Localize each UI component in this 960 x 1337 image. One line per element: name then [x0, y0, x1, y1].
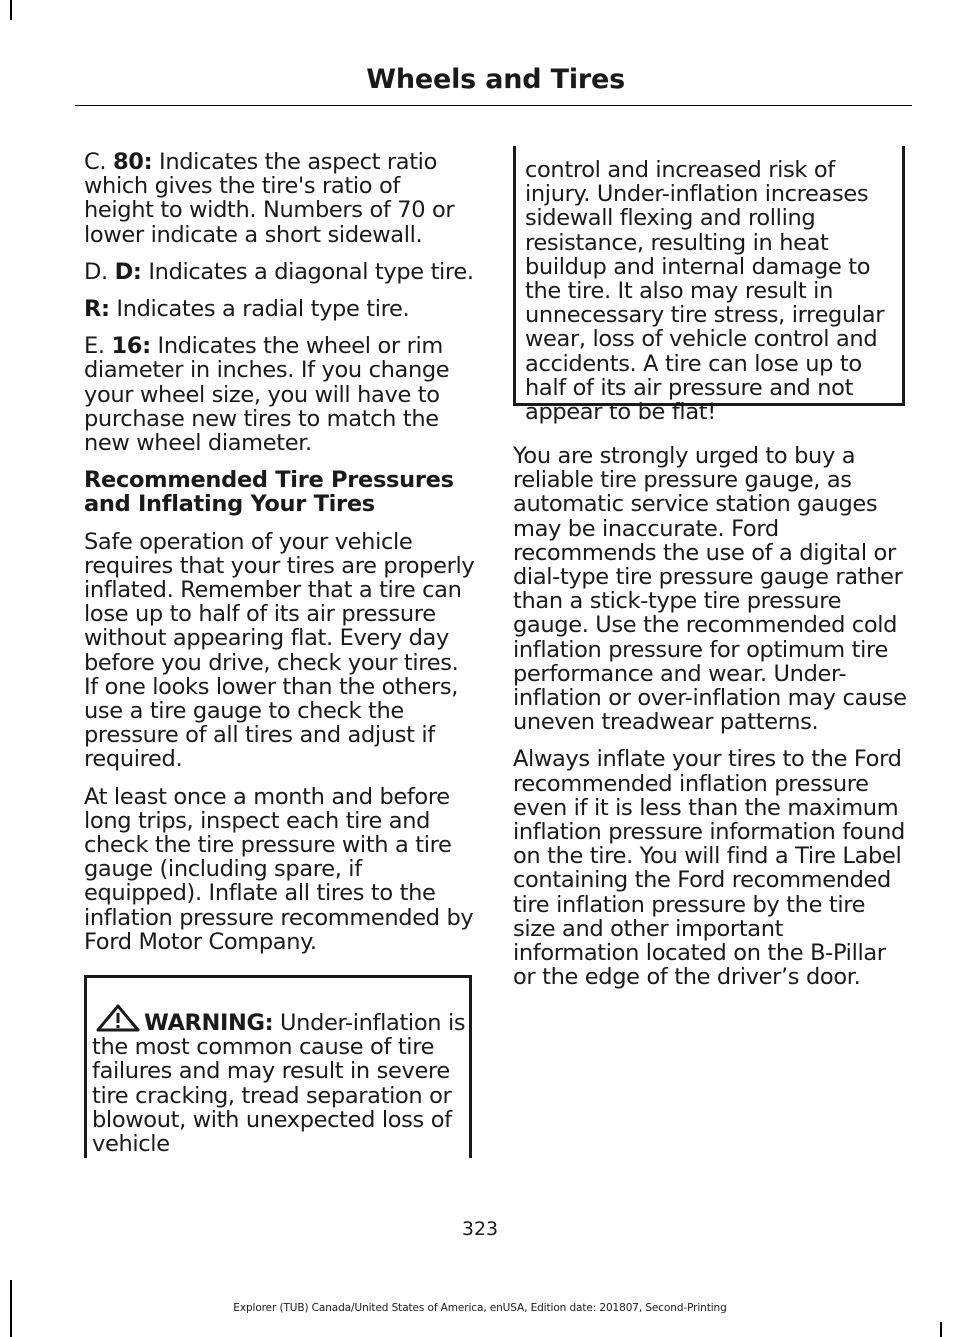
definition-r-key: R: [84, 296, 110, 323]
crop-mark-bottom-right [940, 1322, 942, 1337]
crop-mark-top-left [10, 0, 12, 20]
warning-text-continued: control and increased risk of injury. Under-inflation increases sidewall flexing and rolling resistance, resulting in heat buildup and internal damage to the tire. It also may result in unnecessary tire stress, irregular wear, loss of vehicle control and accidents. A tire can lose up to half of its air pressure and not appear to be flat! [525, 157, 885, 426]
definition-c-key: 80: [112, 149, 153, 175]
paragraph-safe-operation: Safe operation of your vehicle requires that your tires are properly inflated. Remember that a tire can lose up to half of its air pressure without appearing flat. Every day before you drive, check your tires. If one looks lower than the others, use a tire gauge to check the pressure of all tires and adjust if required. [84, 528, 475, 773]
header-rule [75, 105, 912, 106]
definition-d: D. D: Indicates a diagonal type tire. [84, 258, 474, 285]
page-title: Wheels and Tires [366, 64, 625, 95]
paragraph-inflate-tires: Always inflate your tires to the Ford recommended inflation pressure even if it is less than the maximum inflation pressure information found on the tire. You will find a Tire Label containing the Ford recommended tire inflation pressure by the tire size and other important information located on the B-Pillar or the edge of the driver’s door. [513, 746, 905, 991]
paragraph-pressure-gauge: You are strongly urged to buy a reliable tire pressure gauge, as automatic service station gauges may be inaccurate. Ford recommends the use of a digital or dial-type tire pressure gauge rather than a stick-type tire pressure gauge. Use the recommended cold inflation pressure for optimum tire performance and wear. Under-inflation or over-inflation may cause uneven treadwear patterns. [513, 443, 907, 736]
definition-e-key: 16: [111, 333, 151, 360]
right-column [513, 444, 908, 1002]
definition-e: E. 16: Indicates the wheel or rim diameter in inches. If you change your wheel size, you will have to purchase new tires to match the new wheel diameter. [84, 333, 450, 457]
warning-text: WARNING: Under-inflation is the most common cause of tire failures and may result in severe tire cracking, tread separation or blowout, with unexpected loss of vehicle [92, 1004, 470, 1156]
footer-text: Explorer (TUB) Canada/United States of America, enUSA, Edition date: 201807, Second-Printing [233, 1302, 727, 1314]
definition-c: C. 80: Indicates the aspect ratio which gives the tire's ratio of height to width. Numbers of 70 or lower indicate a short sidewall. [84, 149, 455, 248]
warning-label: WARNING: [144, 1010, 274, 1036]
page-number: 323 [461, 1218, 499, 1240]
warning-triangle-icon [92, 1004, 144, 1032]
paragraph-monthly-inspection: At least once a month and before long trips, inspect each tire and check the tire pressure with a tire gauge (including spare, if equipped). Inflate all tires to the inflation pressure recommended by Ford Motor Company. [84, 783, 474, 955]
left-column [84, 150, 476, 967]
definition-d-key: D: [114, 258, 142, 285]
definition-r: R: Indicates a radial type tire. [84, 296, 410, 323]
section-heading: Recommended Tire Pressures and Inflating Your Tires [84, 467, 454, 518]
